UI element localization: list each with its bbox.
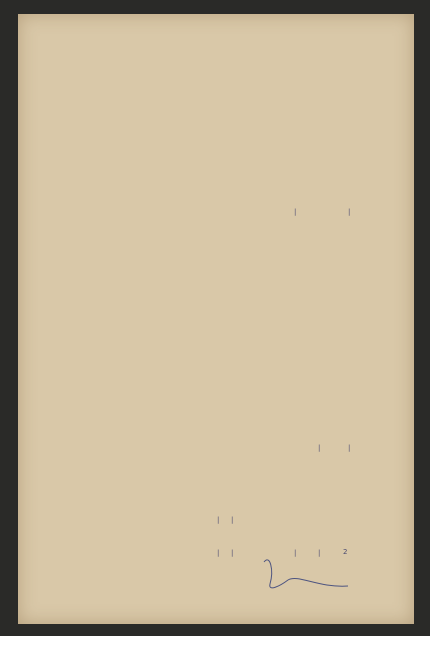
total-mark: 2 [343,548,348,556]
tally-mark: | [348,208,351,216]
tally-mark: | [217,516,220,524]
form-page [18,14,414,624]
tally-mark: | [231,549,234,557]
tally-mark: | [231,516,234,524]
tally-mark: | [294,549,297,557]
tally-mark: | [294,208,297,216]
signature-scribble [18,14,414,624]
tally-mark: | [348,444,351,452]
tally-mark: | [318,549,321,557]
tally-mark: | [318,444,321,452]
tally-mark: | [217,549,220,557]
